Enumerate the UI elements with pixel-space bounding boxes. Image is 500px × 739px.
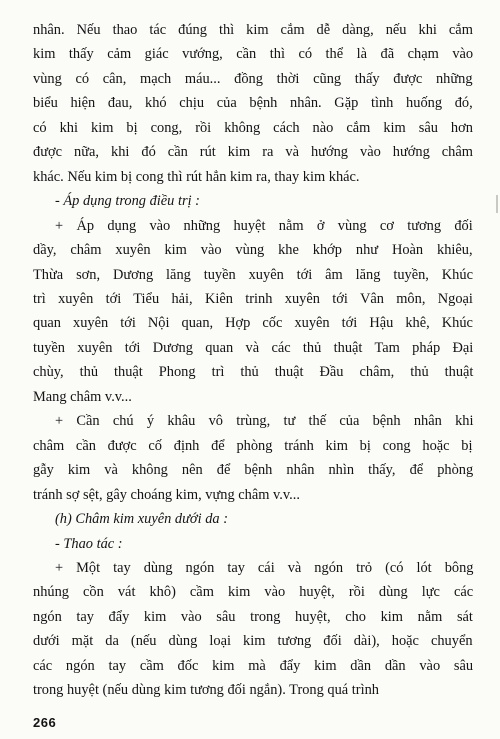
text-line: vùng có cân, mạch máu... đồng thời cũng thấy được những	[33, 70, 473, 87]
text-line: nhúng cồn vát khô) cầm kim vào huyệt, rồi dùng lực các	[33, 584, 474, 601]
text-line: biểu hiện đau, khó chịu của bệnh nhân. Gặp tình huống đó,	[33, 95, 473, 112]
text-line: nhân. Nếu thao tác đúng thì kim cắm dễ dàng, nếu khi cắm	[33, 22, 473, 38]
text-line: các ngón tay cầm đốc kim mà đẩy kim dần dần vào sâu	[33, 657, 474, 674]
text-line: trong huyệt (nếu dùng kim tương đối ngắn). Trong quá trình	[33, 682, 379, 699]
text-line: châm cần được cố định để phòng tránh kim bị cong hoặc bị	[33, 437, 473, 454]
section-heading	[33, 507, 473, 531]
text-line: Mang châm v.v...	[33, 388, 132, 405]
text-line: - Áp dụng trong điều trị :	[55, 193, 200, 210]
section-heading	[33, 189, 473, 213]
body-paragraph	[33, 409, 473, 507]
text-line: dưới mặt da (nếu dùng loại kim tương đối dài), hoặc chuyển	[33, 633, 473, 650]
text-line: (h) Châm kim xuyên dưới da :	[55, 511, 228, 528]
text-line: chùy, thủ thuật Phong trì thủ thuật Đầu châm, thủ thuật	[33, 364, 474, 381]
body-paragraph	[33, 214, 473, 410]
text-line: có khi kim bị cong, rồi không cách nào cắm kim sâu hơn	[33, 119, 473, 136]
text-line: dầy, châm xuyên kim vào vùng khe khớp như Hoàn khiêu,	[33, 242, 473, 259]
text-line: Thừa sơn, Dương lăng tuyền xuyên tới âm lăng tuyền, Khúc	[33, 266, 473, 283]
text-line: kim thấy cảm giác vướng, cần thì có thể là đã chạm vào	[33, 46, 474, 63]
text-line: tránh sợ sệt, gây choáng kim, vựng châm v.v...	[33, 486, 300, 503]
body-paragraph	[33, 556, 473, 703]
text-line: gẫy kim và không nên để bệnh nhân nhìn thấy, để phòng	[33, 462, 474, 479]
page-edge-mark	[496, 195, 498, 213]
body-paragraph	[33, 18, 473, 189]
text-line: khác. Nếu kim bị cong thì rút hẳn kim ra, thay kim khác.	[33, 168, 360, 185]
page-number: 266	[33, 715, 57, 730]
page-text-block	[33, 18, 473, 703]
text-line: trì xuyên tới Tiểu hải, Kiên trinh xuyên tới Vân môn, Ngoại	[33, 290, 473, 307]
text-line: quan xuyên tới Nội quan, Hợp cốc xuyên tới Hậu khê, Khúc	[33, 315, 473, 332]
text-line: + Cần chú ý khâu vô trùng, tư thế của bệnh nhân khi	[55, 413, 474, 430]
text-line: ngón tay đẩy kim vào sâu trong huyệt, cho kim nằm sát	[33, 608, 473, 625]
text-line: tuyền xuyên tới Dương quan và các thủ thuật Tam pháp Đại	[33, 339, 474, 356]
text-line: - Thao tác :	[55, 535, 123, 552]
text-line: được nữa, khi đó cần rút kim ra và hướng vào hướng châm	[33, 144, 473, 161]
section-heading	[33, 532, 473, 556]
text-line: + Áp dụng vào những huyệt nằm ở vùng cơ tương đối	[55, 217, 473, 234]
text-line: + Một tay dùng ngón tay cái và ngón trỏ (có lót bông	[55, 559, 474, 576]
